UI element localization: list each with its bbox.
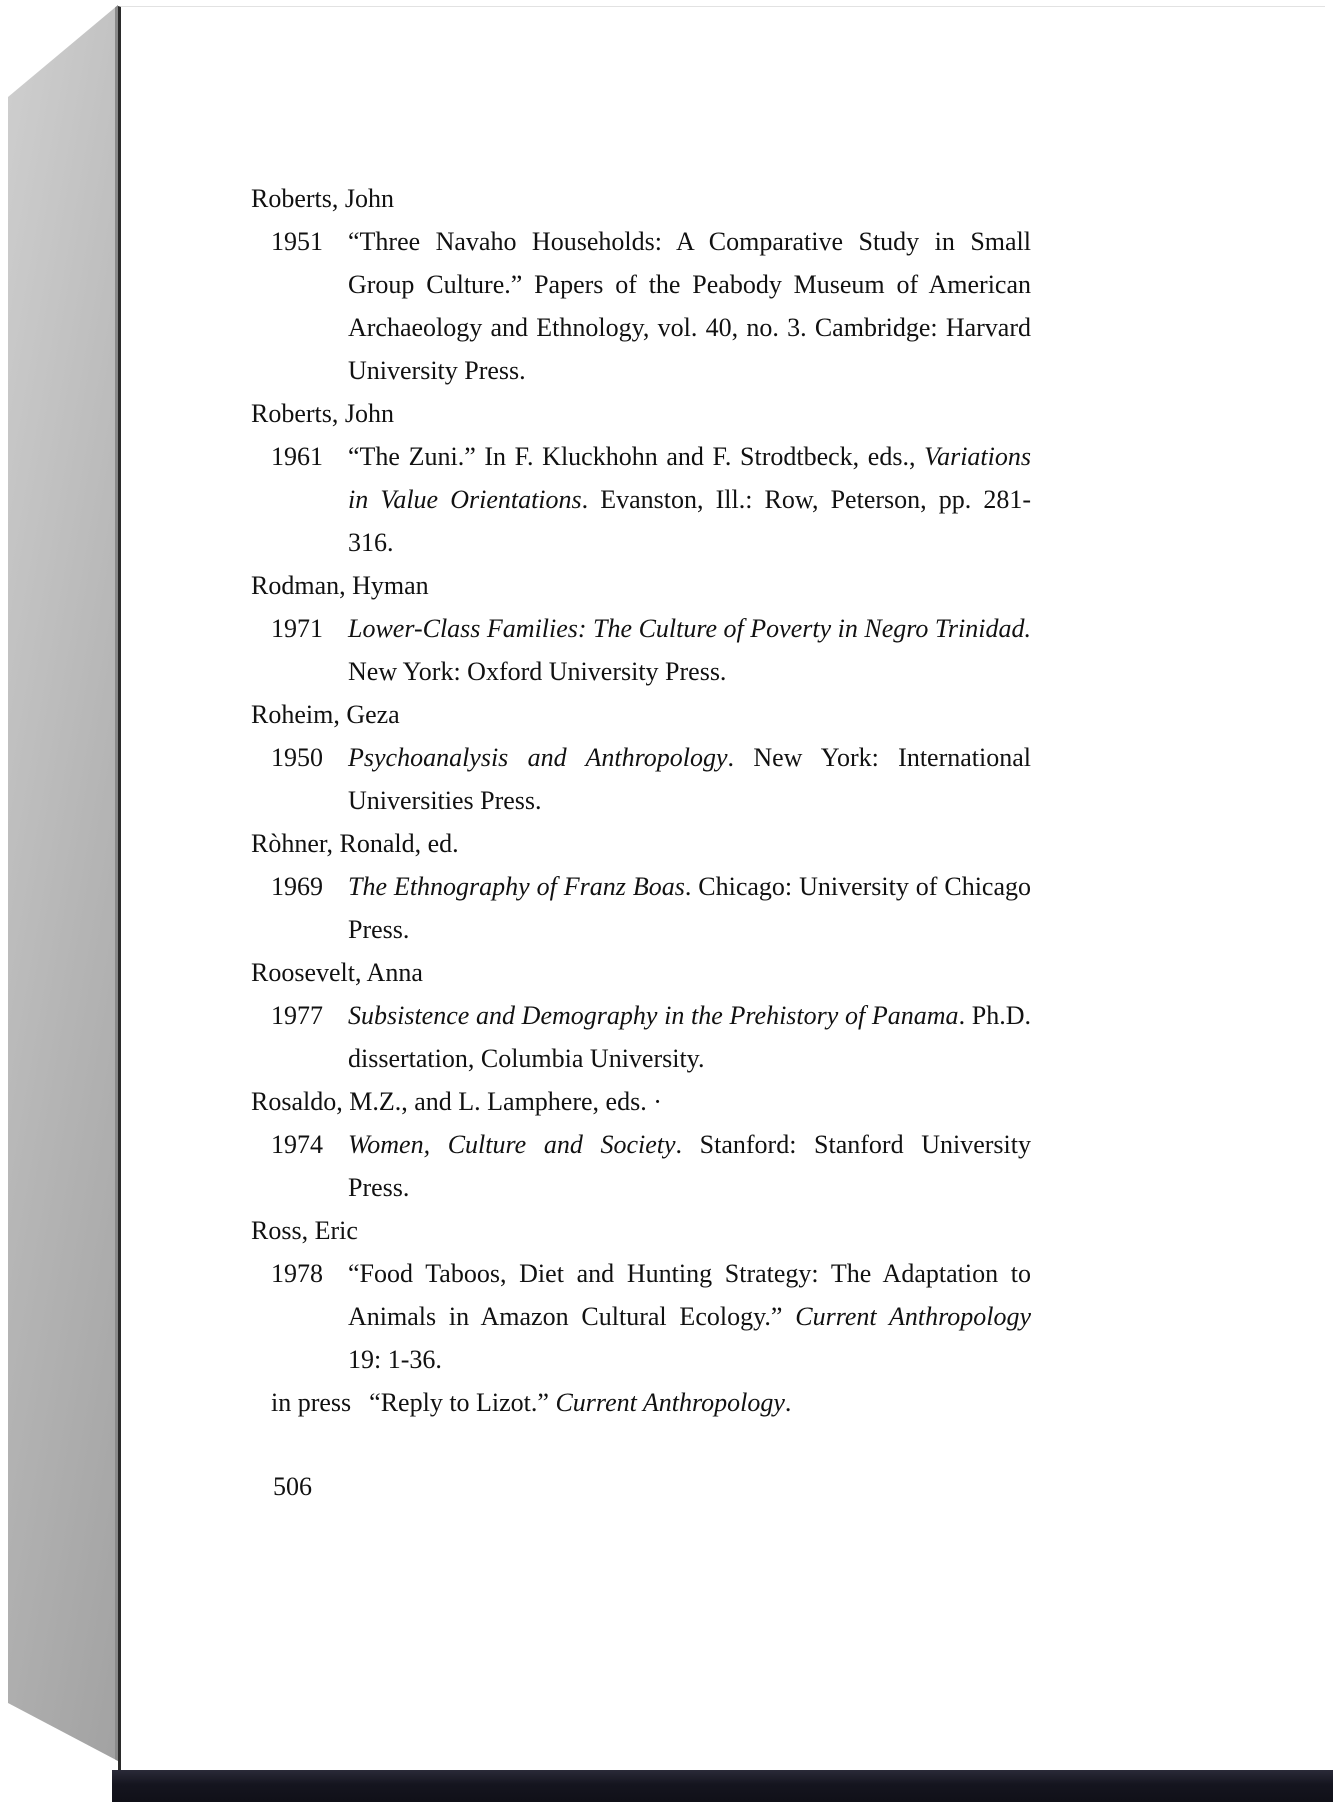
reference-year-label: 1951 <box>271 227 323 256</box>
reference-text: “The Zuni.” In F. Kluckhohn and F. Strodtbeck, eds., Variations in Value Orientations. Evanston, Ill.: Row, Peterson, pp. 281-316. <box>348 442 1031 557</box>
entry-author: Roberts, John <box>251 399 394 428</box>
page-number: 506 <box>273 1472 312 1501</box>
book-left-page-edges <box>8 5 118 1761</box>
entry-author: Ròhner, Ronald, ed. <box>251 829 459 858</box>
reference-text: Lower-Class Families: The Culture of Poverty in Negro Trinidad. New York: Oxford University Press. <box>348 614 1031 686</box>
book-page <box>118 6 1325 1770</box>
entry-author: Rodman, Hyman <box>251 571 429 600</box>
reference-entry <box>271 736 1031 822</box>
reference-year-label: 1978 <box>271 1259 323 1288</box>
entry-author: Rosaldo, M.Z., and L. Lamphere, eds. · <box>251 1087 662 1116</box>
reference-entry <box>271 1123 1031 1209</box>
reference-year-label: 1961 <box>271 442 323 471</box>
reference-entry <box>271 1381 1031 1424</box>
reference-entry <box>271 865 1031 951</box>
reference-entry <box>271 435 1031 564</box>
reference-year-label: 1974 <box>271 1130 323 1159</box>
reference-text: Subsistence and Demography in the Prehistory of Panama. Ph.D. dissertation, Columbia University. <box>348 1001 1031 1073</box>
entry-author: Roheim, Geza <box>251 700 400 729</box>
reference-entry <box>271 994 1031 1080</box>
reference-year-label: 1969 <box>271 872 323 901</box>
entry-author: Ross, Eric <box>251 1216 358 1245</box>
reference-year-label: 1950 <box>271 743 323 772</box>
reference-year-label: 1977 <box>271 1001 323 1030</box>
reference-entry <box>271 1252 1031 1381</box>
reference-entry <box>271 220 1031 392</box>
bibliography-list <box>251 177 1031 1424</box>
reference-text: “Three Navaho Households: A Comparative Study in Small Group Culture.” Papers of the Peabody Museum of American Archaeology and Ethnology, vol. 40, no. 3. Cambridge: Harvard University Press. <box>348 227 1031 385</box>
reference-text: “Reply to Lizot.” Current Anthropology. <box>369 1388 792 1417</box>
entry-author: Roosevelt, Anna <box>251 958 423 987</box>
book-bottom-cover-edge <box>112 1770 1333 1802</box>
reference-text: Women, Culture and Society. Stanford: Stanford University Press. <box>348 1130 1031 1202</box>
reference-entry <box>271 607 1031 693</box>
reference-year-label: in press <box>271 1388 352 1417</box>
reference-text: Psychoanalysis and Anthropology. New York: International Universities Press. <box>348 743 1032 815</box>
reference-year-label: 1971 <box>271 614 323 643</box>
reference-text: The Ethnography of Franz Boas. Chicago: University of Chicago Press. <box>348 872 1032 944</box>
reference-text: “Food Taboos, Diet and Hunting Strategy: The Adaptation to Animals in Amazon Cultural Ecology.” Current Anthropology 19: 1-36. <box>348 1259 1031 1374</box>
entry-author: Roberts, John <box>251 184 394 213</box>
